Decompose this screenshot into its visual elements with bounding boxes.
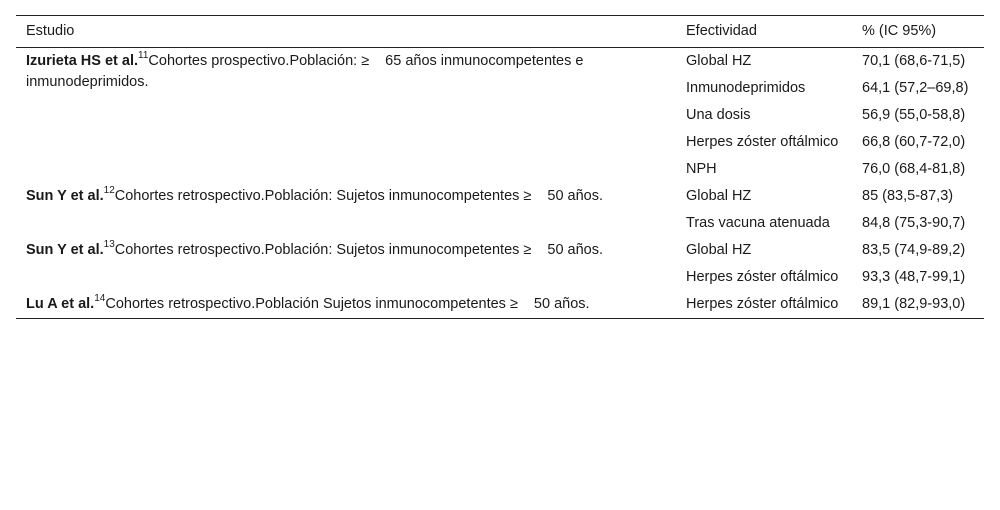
efectividad-cell: Herpes zóster oftálmico [676,291,852,319]
study-cell [16,291,676,319]
table-row [16,183,984,210]
efectividad-cell: Herpes zóster oftálmico [686,269,839,285]
efectividad-cell: Global HZ [686,242,752,258]
ic95-cell: 64,1 (57,2–69,8) [862,80,969,96]
reference-number: 12 [103,185,115,197]
reference-number: 14 [94,293,106,305]
study-author: Sun Y et al. [26,188,104,204]
ic95-cell: 89,1 (82,9-93,0) [852,291,984,319]
study-author: Lu A et al. [26,296,95,312]
study-cell [16,237,676,291]
study-description: Cohortes retrospectivo.Población: Sujetos inmunocompetentes ≥ [114,242,532,258]
study-cell [16,183,676,237]
table-row [16,291,984,319]
study-description-cont: 50 años. [533,296,590,312]
study-author: Sun Y et al. [26,242,104,258]
table-body [16,48,984,319]
table-header-row [16,16,984,48]
study-description-cont: 50 años. [547,188,604,204]
ic95-cell: 70,1 (68,6-71,5) [862,53,966,69]
efectividad-cell: Global HZ [686,188,752,204]
study-author: Izurieta HS et al. [26,53,139,69]
study-description-cont: 65 años inmunocompetentes e inmunodeprimidos. [26,53,584,90]
study-description: Cohortes retrospectivo.Población: Sujetos inmunocompetentes ≥ [114,188,532,204]
efectividad-cell: Una dosis [686,107,751,123]
reference-number: 11 [138,50,149,62]
study-description: Cohortes retrospectivo.Población Sujetos inmunocompetentes ≥ [105,296,518,312]
ic95-cell: 76,0 (68,4-81,8) [862,161,966,177]
effectiveness-table [16,15,984,319]
table-row [16,237,984,264]
efectividad-cell: NPH [686,161,717,177]
header-estudio: Estudio [16,16,676,48]
efectividad-cell: Herpes zóster oftálmico [686,134,839,150]
efectividad-cell: Global HZ [686,53,752,69]
study-description: Cohortes prospectivo.Población: ≥ [148,53,370,69]
ic95-cell: 93,3 (48,7-99,1) [862,269,966,285]
header-ic95: % (IC 95%) [852,16,984,48]
efectividad-cell: Inmunodeprimidos [686,80,806,96]
ic95-cell: 83,5 (74,9-89,2) [862,242,966,258]
ic95-cell: 56,9 (55,0-58,8) [862,107,966,123]
study-description-cont: 50 años. [547,242,604,258]
ic95-cell: 85 (83,5-87,3) [862,188,954,204]
table-row [16,48,984,76]
ic95-cell: 84,8 (75,3-90,7) [862,215,966,231]
reference-number: 13 [103,239,115,251]
study-cell [16,48,676,184]
ic95-cell: 66,8 (60,7-72,0) [862,134,966,150]
efectividad-cell: Tras vacuna atenuada [686,215,830,231]
header-efectividad: Efectividad [676,16,852,48]
